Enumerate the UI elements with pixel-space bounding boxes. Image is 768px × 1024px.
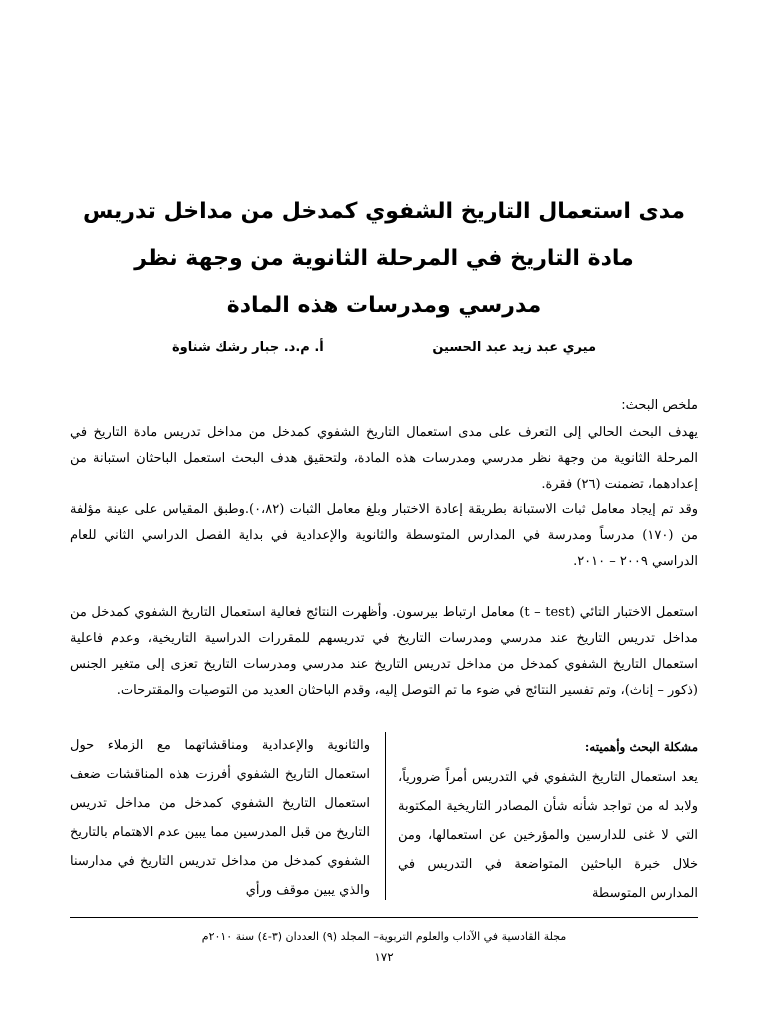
abstract-paragraph-2: وقد تم إيجاد معامل ثبات الاستبانة بطريقة إعادة الاختبار وبلغ معامل الثبات (٠،٨٢).وطبق المقياس على عينة مؤلفة من (١٧٠) مدرساً ومدرسة في المدارس المتوسطة والثانوية والإعدادية في بداية الفصل الدراسي الثاني للعام الدراسي ٢٠٠٩ – ٢٠١٠. — [70, 502, 698, 569]
paper-title — [60, 188, 708, 329]
title-line-3: مدرسي ومدرسات هذه المادة — [226, 293, 542, 318]
column-right — [398, 737, 698, 908]
column-divider — [385, 732, 386, 900]
author-first: ميري عبد زيد عبد الحسين — [432, 340, 596, 355]
title-line-1: مدى استعمال التاريخ الشفوي كمدخل من مداخل تدريس — [82, 199, 686, 224]
title-line-2: مادة التاريخ في المرحلة الثانوية من وجهة نظر — [134, 246, 634, 271]
problem-text-left: والثانوية والإعدادية ومناقشاتهما مع الزملاء حول استعمال التاريخ الشفوي أفرزت هذه المناقشات ضعف استعمال التاريخ الشفوي كمدخل من مداخل تدريس التاريخ من قبل المدرسين مما يبين عدم الاهتمام بالتاريخ الشفوي كمدخل من مداخل تدريس التاريخ في مدارسنا والذي يبين موقف ورأي — [70, 738, 370, 898]
abstract-paragraph-3: استعمل الاختبار التائي (t – test) معامل ارتباط بيرسون. وأظهرت النتائج فعالية استعمال التاريخ الشفوي كمدخل من مداخل تدريس التاريخ عند مدرسي ومدرسات التاريخ في تدريسهم للمقررات الدراسية التاريخية، وعدم فاعلية استعمال التاريخ الشفوي كمدخل من مداخل تدريس التاريخ عند مدرسي ومدرسات التاريخ تعزى إلى متغير الجنس (ذكور – إناث)، وتم تفسير النتائج في ضوء ما تم التوصل إليه، وقدم الباحثان العديد من التوصيات والمقترحات. — [70, 605, 698, 698]
column-left — [70, 737, 370, 905]
page-number: ١٧٢ — [374, 950, 394, 964]
author-second: أ. م.د. جبار رشك شناوة — [172, 340, 324, 355]
journal-citation: مجلة القادسية في الآداب والعلوم التربوية– المجلد (٩) العددان (٣-٤) سنة ٢٠١٠م — [201, 930, 567, 943]
problem-heading: مشكلة البحث وأهميته: — [584, 740, 698, 754]
problem-text-right: يعد استعمال التاريخ الشفوي في التدريس أمراً ضرورياً، ولابد له من تواجد شأنه شأن المصادر التاريخية المكتوبة التي لا غنى للدارسين والمؤرخين عن استعمالها، ومن خلال خبرة الباحثين المتواضعة في التدريس في المدارس المتوسطة — [398, 770, 698, 901]
abstract-paragraph-1: يهدف البحث الحالي إلى التعرف على مدى استعمال التاريخ الشفوي كمدخل من مداخل تدريس مادة التاريخ في المرحلة الثانوية من وجهة نظر مدرسي ومدرسات هذه المادة، ولتحقيق هدف البحث استعمل الباحثان استبانة من إعدادهما، تضمنت (٢٦) فقرة. — [70, 425, 698, 492]
abstract-heading: ملخص البحث: — [621, 398, 698, 413]
footer-divider — [70, 917, 698, 918]
